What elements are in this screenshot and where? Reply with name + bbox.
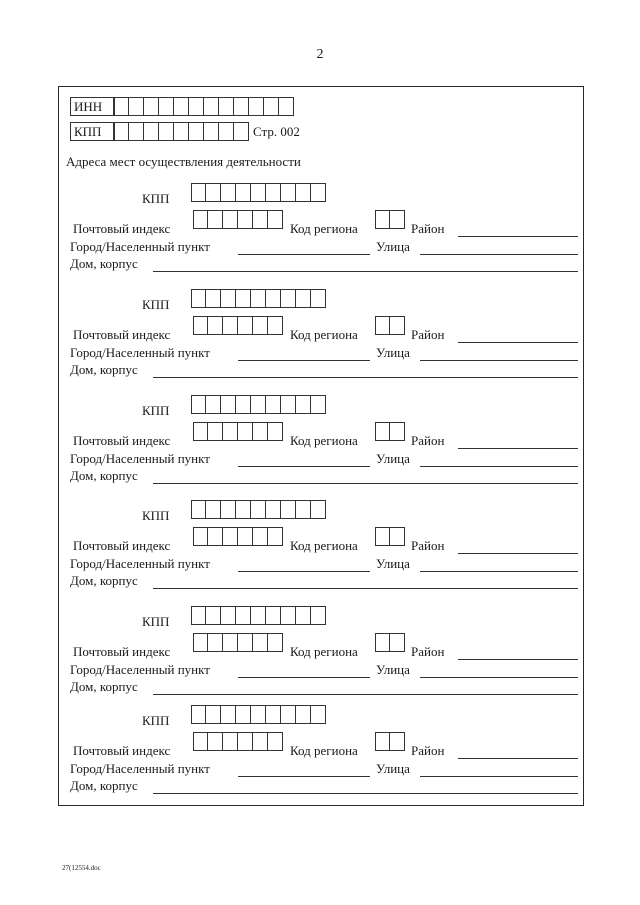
kpp-header-label: КПП bbox=[70, 122, 114, 141]
kpp-cell[interactable] bbox=[191, 705, 206, 724]
inn-cell[interactable] bbox=[219, 97, 234, 116]
zip-cell[interactable] bbox=[208, 422, 223, 441]
street-label: Улица bbox=[376, 451, 410, 466]
house-label: Дом, корпус bbox=[70, 778, 138, 793]
city-field[interactable] bbox=[238, 466, 370, 467]
inn-cell[interactable] bbox=[279, 97, 294, 116]
kpp-cell[interactable] bbox=[296, 500, 311, 519]
zip-cell[interactable] bbox=[208, 210, 223, 229]
kpp-cells[interactable] bbox=[191, 183, 326, 202]
kpp-cell[interactable] bbox=[206, 183, 221, 202]
kpp-cell[interactable] bbox=[236, 183, 251, 202]
kpp-cells[interactable] bbox=[191, 705, 326, 724]
street-field[interactable] bbox=[420, 254, 578, 255]
district-field[interactable] bbox=[458, 553, 578, 554]
zip-label: Почтовый индекс bbox=[73, 327, 171, 342]
zip-cell[interactable] bbox=[193, 732, 208, 751]
region-label: Код региона bbox=[290, 644, 358, 659]
kpp-cell[interactable] bbox=[281, 606, 296, 625]
kpp-cell[interactable] bbox=[251, 183, 266, 202]
region-cell[interactable] bbox=[375, 633, 390, 652]
inn-cell[interactable] bbox=[144, 97, 159, 116]
house-label: Дом, корпус bbox=[70, 362, 138, 377]
kpp-header-cell[interactable] bbox=[234, 122, 249, 141]
kpp-cell[interactable] bbox=[266, 183, 281, 202]
kpp-label: КПП bbox=[142, 614, 170, 629]
zip-cell[interactable] bbox=[268, 316, 283, 335]
inn-row bbox=[70, 97, 294, 116]
house-field[interactable] bbox=[153, 377, 578, 378]
zip-cell[interactable] bbox=[223, 210, 238, 229]
zip-cell[interactable] bbox=[238, 210, 253, 229]
kpp-cell[interactable] bbox=[281, 395, 296, 414]
district-field[interactable] bbox=[458, 758, 578, 759]
region-cells[interactable] bbox=[375, 316, 405, 335]
region-label: Код региона bbox=[290, 221, 358, 236]
kpp-label: КПП bbox=[142, 191, 170, 206]
zip-cell[interactable] bbox=[268, 210, 283, 229]
kpp-header-cell[interactable] bbox=[159, 122, 174, 141]
kpp-cells[interactable] bbox=[191, 395, 326, 414]
zip-cell[interactable] bbox=[223, 732, 238, 751]
address-block bbox=[0, 289, 640, 384]
kpp-label: КПП bbox=[142, 713, 170, 728]
region-label: Код региона bbox=[290, 327, 358, 342]
zip-cell[interactable] bbox=[268, 633, 283, 652]
kpp-cell[interactable] bbox=[281, 183, 296, 202]
zip-cell[interactable] bbox=[238, 633, 253, 652]
zip-cell[interactable] bbox=[268, 732, 283, 751]
region-cells[interactable] bbox=[375, 210, 405, 229]
zip-cell[interactable] bbox=[208, 527, 223, 546]
district-label: Район bbox=[411, 433, 445, 448]
zip-label: Почтовый индекс bbox=[73, 538, 171, 553]
kpp-cell[interactable] bbox=[236, 606, 251, 625]
kpp-cells[interactable] bbox=[191, 606, 326, 625]
city-label: Город/Населенный пункт bbox=[70, 662, 210, 677]
inn-cell[interactable] bbox=[189, 97, 204, 116]
zip-cells[interactable] bbox=[193, 633, 283, 652]
city-label: Город/Населенный пункт bbox=[70, 345, 210, 360]
kpp-cell[interactable] bbox=[206, 606, 221, 625]
kpp-cell[interactable] bbox=[206, 289, 221, 308]
district-label: Район bbox=[411, 221, 445, 236]
kpp-cell[interactable] bbox=[221, 606, 236, 625]
kpp-cell[interactable] bbox=[281, 289, 296, 308]
region-cells[interactable] bbox=[375, 633, 405, 652]
region-label: Код региона bbox=[290, 743, 358, 758]
house-label: Дом, корпус bbox=[70, 468, 138, 483]
inn-cells[interactable] bbox=[114, 97, 294, 116]
kpp-cell[interactable] bbox=[221, 183, 236, 202]
zip-cell[interactable] bbox=[193, 527, 208, 546]
zip-cell[interactable] bbox=[208, 633, 223, 652]
kpp-cell[interactable] bbox=[296, 289, 311, 308]
kpp-cell[interactable] bbox=[311, 500, 326, 519]
region-cell[interactable] bbox=[375, 316, 390, 335]
zip-cells[interactable] bbox=[193, 527, 283, 546]
zip-cell[interactable] bbox=[253, 732, 268, 751]
city-label: Город/Населенный пункт bbox=[70, 239, 210, 254]
kpp-cell[interactable] bbox=[251, 705, 266, 724]
district-field[interactable] bbox=[458, 236, 578, 237]
kpp-header-cell[interactable] bbox=[174, 122, 189, 141]
kpp-cell[interactable] bbox=[266, 500, 281, 519]
inn-cell[interactable] bbox=[159, 97, 174, 116]
district-field[interactable] bbox=[458, 659, 578, 660]
region-label: Код региона bbox=[290, 433, 358, 448]
zip-cells[interactable] bbox=[193, 316, 283, 335]
district-field[interactable] bbox=[458, 342, 578, 343]
kpp-cell[interactable] bbox=[236, 500, 251, 519]
inn-cell[interactable] bbox=[114, 97, 129, 116]
region-label: Код региона bbox=[290, 538, 358, 553]
kpp-cell[interactable] bbox=[221, 289, 236, 308]
zip-cell[interactable] bbox=[253, 210, 268, 229]
inn-cell[interactable] bbox=[129, 97, 144, 116]
street-label: Улица bbox=[376, 345, 410, 360]
street-field[interactable] bbox=[420, 571, 578, 572]
kpp-cell[interactable] bbox=[251, 606, 266, 625]
kpp-cell[interactable] bbox=[251, 500, 266, 519]
house-field[interactable] bbox=[153, 588, 578, 589]
district-label: Район bbox=[411, 743, 445, 758]
district-label: Район bbox=[411, 538, 445, 553]
house-field[interactable] bbox=[153, 793, 578, 794]
inn-cell[interactable] bbox=[174, 97, 189, 116]
kpp-cell[interactable] bbox=[311, 606, 326, 625]
address-block bbox=[0, 395, 640, 490]
kpp-cell[interactable] bbox=[266, 705, 281, 724]
region-cell[interactable] bbox=[390, 422, 405, 441]
kpp-cell[interactable] bbox=[311, 395, 326, 414]
zip-cell[interactable] bbox=[238, 732, 253, 751]
street-field[interactable] bbox=[420, 776, 578, 777]
inn-cell[interactable] bbox=[264, 97, 279, 116]
kpp-header-row bbox=[70, 122, 300, 141]
region-cells[interactable] bbox=[375, 732, 405, 751]
region-cell[interactable] bbox=[390, 316, 405, 335]
district-label: Район bbox=[411, 327, 445, 342]
footer-filename: 27(12554.doc bbox=[62, 864, 101, 872]
address-block bbox=[0, 183, 640, 278]
kpp-header-cell[interactable] bbox=[219, 122, 234, 141]
house-field[interactable] bbox=[153, 694, 578, 695]
street-field[interactable] bbox=[420, 466, 578, 467]
zip-cells[interactable] bbox=[193, 732, 283, 751]
city-label: Город/Населенный пункт bbox=[70, 451, 210, 466]
city-field[interactable] bbox=[238, 254, 370, 255]
street-field[interactable] bbox=[420, 360, 578, 361]
region-cell[interactable] bbox=[390, 732, 405, 751]
region-cell[interactable] bbox=[375, 527, 390, 546]
kpp-cell[interactable] bbox=[311, 705, 326, 724]
kpp-cell[interactable] bbox=[296, 606, 311, 625]
inn-cell[interactable] bbox=[249, 97, 264, 116]
kpp-cell[interactable] bbox=[296, 183, 311, 202]
zip-cell[interactable] bbox=[253, 633, 268, 652]
inn-cell[interactable] bbox=[234, 97, 249, 116]
street-label: Улица bbox=[376, 239, 410, 254]
zip-cells[interactable] bbox=[193, 422, 283, 441]
region-cells[interactable] bbox=[375, 527, 405, 546]
zip-cell[interactable] bbox=[193, 422, 208, 441]
kpp-cell[interactable] bbox=[236, 289, 251, 308]
zip-cell[interactable] bbox=[253, 422, 268, 441]
kpp-label: КПП bbox=[142, 297, 170, 312]
zip-cell[interactable] bbox=[223, 633, 238, 652]
city-field[interactable] bbox=[238, 776, 370, 777]
street-label: Улица bbox=[376, 662, 410, 677]
region-cell[interactable] bbox=[390, 527, 405, 546]
house-field[interactable] bbox=[153, 271, 578, 272]
section-title: Адреса мест осуществления деятельности bbox=[66, 154, 301, 169]
city-label: Город/Населенный пункт bbox=[70, 761, 210, 776]
kpp-cell[interactable] bbox=[311, 183, 326, 202]
kpp-label: КПП bbox=[142, 403, 170, 418]
address-block bbox=[0, 500, 640, 595]
kpp-cell[interactable] bbox=[296, 395, 311, 414]
kpp-cell[interactable] bbox=[281, 705, 296, 724]
kpp-header-cell[interactable] bbox=[114, 122, 129, 141]
kpp-cell[interactable] bbox=[296, 705, 311, 724]
kpp-cell[interactable] bbox=[191, 606, 206, 625]
house-field[interactable] bbox=[153, 483, 578, 484]
region-cell[interactable] bbox=[390, 210, 405, 229]
page-ref: Стр. 002 bbox=[253, 123, 300, 139]
kpp-cell[interactable] bbox=[191, 183, 206, 202]
kpp-header-cell[interactable] bbox=[129, 122, 144, 141]
street-label: Улица bbox=[376, 556, 410, 571]
kpp-cell[interactable] bbox=[311, 289, 326, 308]
kpp-cell[interactable] bbox=[206, 705, 221, 724]
zip-label: Почтовый индекс bbox=[73, 221, 171, 236]
zip-cell[interactable] bbox=[268, 527, 283, 546]
kpp-cell[interactable] bbox=[191, 395, 206, 414]
kpp-cell[interactable] bbox=[191, 289, 206, 308]
city-field[interactable] bbox=[238, 571, 370, 572]
region-cell[interactable] bbox=[375, 422, 390, 441]
zip-cells[interactable] bbox=[193, 210, 283, 229]
kpp-cell[interactable] bbox=[236, 705, 251, 724]
district-field[interactable] bbox=[458, 448, 578, 449]
city-field[interactable] bbox=[238, 360, 370, 361]
region-cell[interactable] bbox=[375, 210, 390, 229]
kpp-cells[interactable] bbox=[191, 500, 326, 519]
zip-cell[interactable] bbox=[238, 422, 253, 441]
zip-cell[interactable] bbox=[238, 316, 253, 335]
house-label: Дом, корпус bbox=[70, 256, 138, 271]
zip-cell[interactable] bbox=[223, 527, 238, 546]
kpp-cell[interactable] bbox=[266, 289, 281, 308]
zip-cell[interactable] bbox=[193, 210, 208, 229]
house-label: Дом, корпус bbox=[70, 679, 138, 694]
address-block bbox=[0, 606, 640, 701]
kpp-cell[interactable] bbox=[266, 606, 281, 625]
house-label: Дом, корпус bbox=[70, 573, 138, 588]
region-cell[interactable] bbox=[390, 633, 405, 652]
kpp-label: КПП bbox=[142, 508, 170, 523]
kpp-cell[interactable] bbox=[206, 500, 221, 519]
zip-cell[interactable] bbox=[223, 316, 238, 335]
zip-cell[interactable] bbox=[208, 732, 223, 751]
region-cell[interactable] bbox=[375, 732, 390, 751]
kpp-cell[interactable] bbox=[221, 500, 236, 519]
kpp-cell[interactable] bbox=[281, 500, 296, 519]
zip-cell[interactable] bbox=[208, 316, 223, 335]
kpp-cell[interactable] bbox=[251, 289, 266, 308]
kpp-cell[interactable] bbox=[236, 395, 251, 414]
zip-cell[interactable] bbox=[268, 422, 283, 441]
kpp-header-cell[interactable] bbox=[204, 122, 219, 141]
address-block bbox=[0, 705, 640, 800]
kpp-cell[interactable] bbox=[251, 395, 266, 414]
zip-label: Почтовый индекс bbox=[73, 433, 171, 448]
kpp-header-cell[interactable] bbox=[144, 122, 159, 141]
zip-label: Почтовый индекс bbox=[73, 743, 171, 758]
kpp-cells[interactable] bbox=[191, 289, 326, 308]
kpp-cell[interactable] bbox=[206, 395, 221, 414]
city-field[interactable] bbox=[238, 677, 370, 678]
district-label: Район bbox=[411, 644, 445, 659]
kpp-cell[interactable] bbox=[191, 500, 206, 519]
zip-label: Почтовый индекс bbox=[73, 644, 171, 659]
kpp-header-cells[interactable] bbox=[114, 122, 249, 141]
zip-cell[interactable] bbox=[193, 316, 208, 335]
city-label: Город/Населенный пункт bbox=[70, 556, 210, 571]
region-cells[interactable] bbox=[375, 422, 405, 441]
kpp-header-cell[interactable] bbox=[189, 122, 204, 141]
zip-cell[interactable] bbox=[223, 422, 238, 441]
kpp-cell[interactable] bbox=[221, 395, 236, 414]
inn-label: ИНН bbox=[70, 97, 114, 116]
zip-cell[interactable] bbox=[253, 316, 268, 335]
kpp-cell[interactable] bbox=[266, 395, 281, 414]
zip-cell[interactable] bbox=[253, 527, 268, 546]
inn-cell[interactable] bbox=[204, 97, 219, 116]
kpp-cell[interactable] bbox=[221, 705, 236, 724]
zip-cell[interactable] bbox=[238, 527, 253, 546]
street-label: Улица bbox=[376, 761, 410, 776]
zip-cell[interactable] bbox=[193, 633, 208, 652]
street-field[interactable] bbox=[420, 677, 578, 678]
page-number: 2 bbox=[316, 47, 324, 62]
